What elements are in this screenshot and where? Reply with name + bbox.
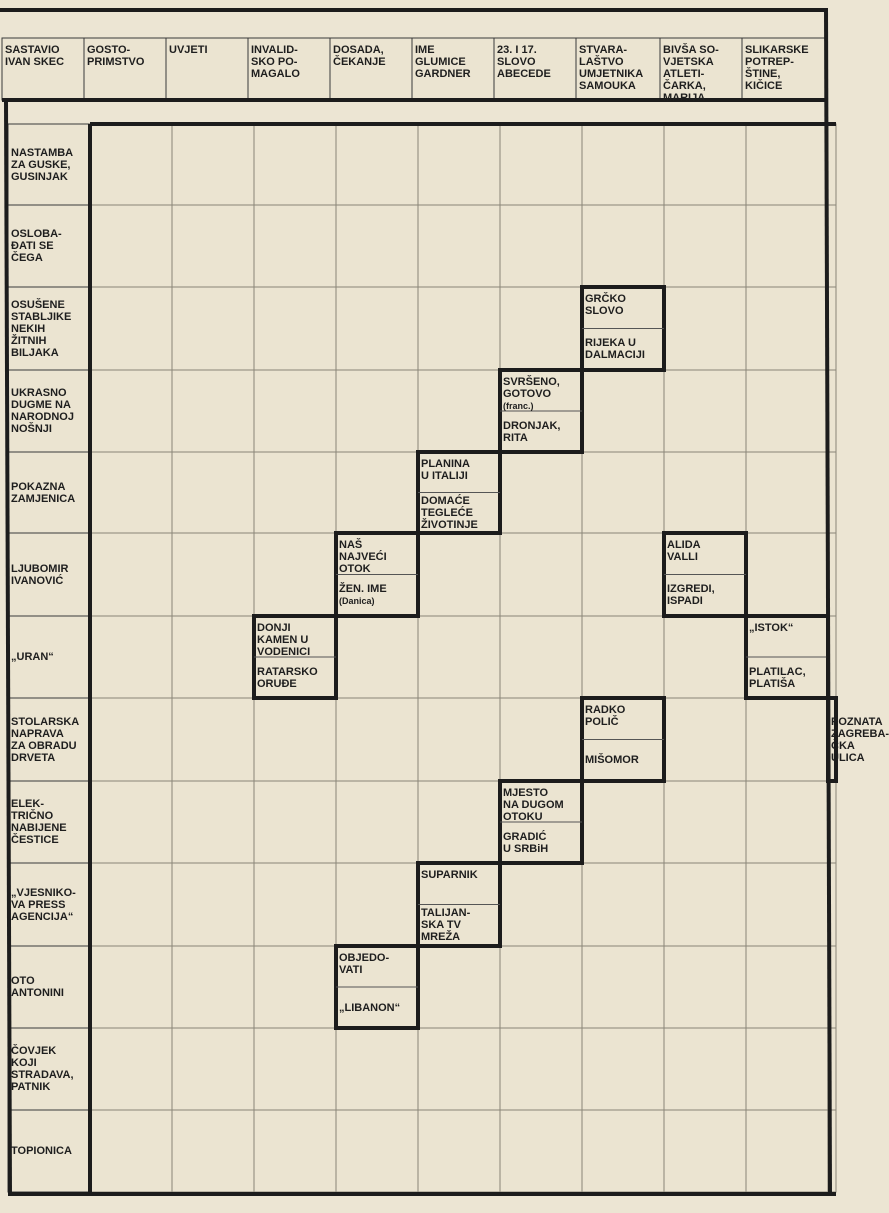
answer-cell[interactable] [828,124,836,205]
answer-cell[interactable] [500,946,582,1028]
answer-cell[interactable] [582,863,664,946]
answer-cell[interactable] [500,533,582,616]
answer-cell[interactable] [746,287,828,370]
row-clue: UKRASNO DUGME NA NARODNOJ NOŠNJI [11,387,74,435]
answer-cell[interactable] [418,1110,500,1192]
answer-cell[interactable] [254,1028,336,1110]
clue-text: ŽEN. IME [339,583,387,596]
inner-clue-bottom: „LIBANON“ [339,1001,401,1014]
answer-cell[interactable] [582,370,664,452]
row-clue: ELEK- TRIČNO NABIJENE ČESTICE [11,798,67,846]
answer-cell[interactable] [336,124,418,205]
inner-clue-bottom: PLATILAC, PLATIŠA [749,665,806,690]
inner-clue-bottom: RIJEKA U DALMACIJI [585,337,645,362]
answer-cell[interactable] [582,205,664,287]
answer-cell[interactable] [90,863,172,946]
header-clue: IME GLUMICE GARDNER [415,44,471,80]
inner-clue-bottom: DOMAĆE TEGLEĆE ŽIVOTINJE [421,494,478,531]
answer-cell[interactable] [746,946,828,1028]
answer-cell[interactable] [254,781,336,863]
answer-cell[interactable] [90,452,172,533]
answer-cell[interactable] [582,1028,664,1110]
row-clue: TOPIONICA [11,1145,72,1157]
header-clue: GOSTO- PRIMSTVO [87,44,145,68]
answer-cell[interactable] [500,452,582,533]
answer-cell[interactable] [90,533,172,616]
header-clue: STVARA- LAŠTVO UMJETNIKA SAMOUKA [579,44,644,92]
answer-cell[interactable] [582,781,664,863]
inner-clue-top: RADKO POLIČ [585,704,626,728]
answer-cell[interactable] [254,698,336,781]
row-clue: POKAZNA ZAMJENICA [11,480,76,505]
row-clue: NASTAMBA ZA GUSKE, GUSINJAK [11,146,74,183]
answer-cell[interactable] [664,287,746,370]
clue-note: (franc.) [503,401,534,411]
header-clue: BIVŠA SO- VJETSKA ATLETI- ČARKA, MARIJA [663,44,719,104]
answer-cell[interactable] [254,452,336,533]
answer-cell[interactable] [500,287,582,370]
answer-cell[interactable] [664,946,746,1028]
answer-cell[interactable] [254,533,336,616]
answer-cell[interactable] [172,863,254,946]
answer-cell[interactable] [418,616,500,698]
answer-cell[interactable] [172,1028,254,1110]
answer-cell[interactable] [500,1110,582,1192]
answer-cell[interactable] [664,698,746,781]
answer-cell[interactable] [254,287,336,370]
answer-cell[interactable] [664,370,746,452]
answer-cell[interactable] [336,698,418,781]
inner-clue-bottom: TALIJAN- SKA TV MREŽA [421,907,471,944]
answer-cell[interactable] [90,781,172,863]
inner-clue-top: „ISTOK“ [749,622,794,634]
row-clue: OTO ANTONINI [11,975,64,999]
answer-cell[interactable] [582,452,664,533]
clue-note: (Danica) [339,596,375,607]
inner-clue-top: GRČKO SLOVO [585,293,626,317]
answer-cell[interactable] [172,1110,254,1192]
answer-cell[interactable] [582,124,664,205]
inner-clue-bottom: RATARSKO ORUĐE [257,665,318,690]
answer-cell[interactable] [418,698,500,781]
answer-cell[interactable] [336,205,418,287]
row-clue: LJUBOMIR IVANOVIĆ [11,562,69,587]
answer-cell[interactable] [172,124,254,205]
inner-clue: POZNATA ZAGREBA- ČKA ULICA [831,715,889,764]
answer-cell[interactable] [254,370,336,452]
header-clue: 23. I 17. SLOVO ABECEDE [497,44,551,80]
answer-cell[interactable] [254,124,336,205]
answer-cell[interactable] [418,124,500,205]
inner-clue-bottom: IZGREDI, ISPADI [667,583,715,608]
answer-cell[interactable] [418,946,500,1028]
answer-cell[interactable] [582,946,664,1028]
answer-cell[interactable] [828,205,836,287]
inner-clue-top: PLANINA U ITALIJI [421,458,470,482]
answer-cell[interactable] [172,205,254,287]
answer-cell[interactable] [664,863,746,946]
answer-cell[interactable] [336,370,418,452]
answer-cell[interactable] [664,1028,746,1110]
answer-cell[interactable] [172,370,254,452]
answer-cell[interactable] [828,287,836,370]
answer-cell[interactable] [582,533,664,616]
answer-cell[interactable] [172,287,254,370]
inner-clue-top: NAŠ NAJVEĆI OTOK [339,539,387,575]
answer-cell[interactable] [418,287,500,370]
answer-cell[interactable] [336,863,418,946]
header-clue: DOSADA, ČEKANJE [333,44,386,68]
row-clue: STOLARSKA NAPRAVA ZA OBRADU DRVETA [11,715,80,764]
answer-cell[interactable] [500,616,582,698]
answer-cell[interactable] [500,863,582,946]
answer-cell[interactable] [254,1110,336,1192]
answer-cell[interactable] [418,1028,500,1110]
answer-cell[interactable] [746,370,828,452]
answer-cell[interactable] [90,616,172,698]
header-clue: UVJETI [169,44,208,56]
answer-cell[interactable] [746,863,828,946]
answer-cell[interactable] [336,1028,418,1110]
row-clue: OSLOBA- ĐATI SE ČEGA [11,228,62,264]
answer-cell[interactable] [172,946,254,1028]
answer-cell[interactable] [90,946,172,1028]
inner-clue-bottom: GRADIĆ U SRBiH [503,830,549,855]
inner-clue-top: ALIDA VALLI [667,539,701,563]
answer-cell[interactable] [664,452,746,533]
answer-cell[interactable] [500,124,582,205]
answer-cell[interactable] [746,124,828,205]
answer-cell[interactable] [746,781,828,863]
answer-cell[interactable] [418,205,500,287]
answer-cell[interactable] [254,863,336,946]
answer-cell[interactable] [664,205,746,287]
answer-cell[interactable] [582,1110,664,1192]
answer-cell[interactable] [418,781,500,863]
answer-cell[interactable] [90,1110,172,1192]
answer-cell[interactable] [336,452,418,533]
answer-cell[interactable] [500,1028,582,1110]
answer-cell[interactable] [664,1110,746,1192]
answer-cell[interactable] [746,1028,828,1110]
answer-cell[interactable] [90,287,172,370]
inner-clue-top: DONJI KAMEN U VODENICI [257,622,311,658]
answer-cell[interactable] [664,616,746,698]
inner-clue-top: SUPARNIK [421,869,478,881]
answer-cell[interactable] [664,781,746,863]
clue-text: SVRŠENO, GOTOVO [503,376,560,400]
inner-clue-top: MJESTO NA DUGOM OTOKU [503,787,564,823]
answer-cell[interactable] [746,698,828,781]
inner-clue-bottom: MIŠOMOR [585,754,639,767]
answer-cell[interactable] [746,533,828,616]
header-clue: INVALID- SKO PO- MAGALO [251,44,300,80]
answer-cell[interactable] [172,698,254,781]
row-clue: ČOVJEK KOJI STRADAVA, PATNIK [11,1045,74,1093]
row-clue: OSUŠENE STABLJIKE NEKIH ŽITNIH BILJAKA [11,298,72,359]
answer-cell[interactable] [336,287,418,370]
inner-clue-top: OBJEDO- VATI [339,952,390,976]
answer-cell[interactable] [418,533,500,616]
header-clue: SLIKARSKE POTREP- ŠTINE, KIČICE [745,44,809,92]
answer-cell[interactable] [254,205,336,287]
answer-cell[interactable] [172,452,254,533]
answer-cell[interactable] [90,698,172,781]
inner-clue-top [500,370,582,411]
answer-cell[interactable] [336,616,418,698]
answer-cell[interactable] [172,533,254,616]
answer-cell[interactable] [90,370,172,452]
inner-clue-bottom [336,575,418,617]
answer-cell[interactable] [746,1110,828,1192]
answer-cell[interactable] [500,698,582,781]
answer-cell[interactable] [90,1028,172,1110]
answer-cell[interactable] [418,370,500,452]
row-clue: „URAN“ [11,651,54,663]
answer-cell[interactable] [500,205,582,287]
answer-cell[interactable] [336,1110,418,1192]
answer-cell[interactable] [90,205,172,287]
answer-cell[interactable] [582,616,664,698]
inner-clue-bottom: DRONJAK, RITA [503,419,561,444]
answer-cell[interactable] [664,124,746,205]
answer-cell[interactable] [254,946,336,1028]
answer-cell[interactable] [172,781,254,863]
row-clue: „VJESNIKO- VA PRESS AGENCIJA“ [11,886,76,923]
answer-cell[interactable] [746,205,828,287]
answer-cell[interactable] [746,452,828,533]
header-clue: SASTAVIO IVAN SKEC [5,44,65,68]
answer-cell[interactable] [336,781,418,863]
answer-cell[interactable] [90,124,172,205]
answer-cell[interactable] [172,616,254,698]
